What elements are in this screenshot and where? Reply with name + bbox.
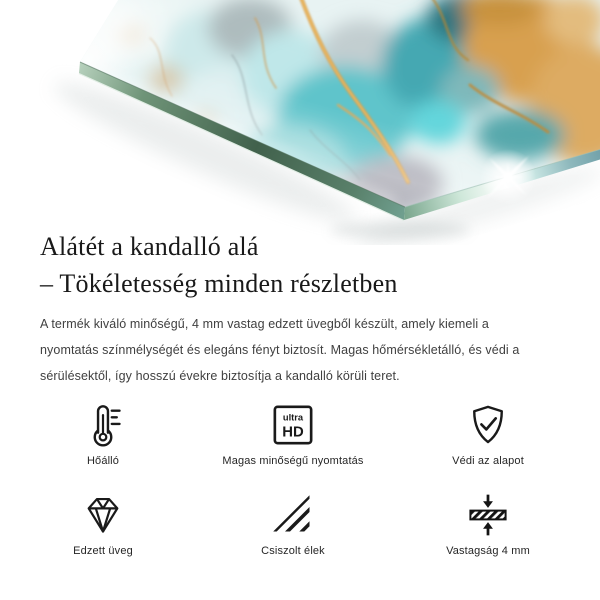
feature-tempered-glass [28,487,178,557]
feature-label: Védi az alapot [452,455,524,467]
diamond-icon [81,493,125,537]
title-line-2: – Tökéletesség minden részletben [40,269,398,298]
feature-heat-resistant [28,397,178,467]
thickness-arrows-icon [466,493,510,537]
feature-label: Vastagság 4 mm [446,545,530,557]
feature-polished-edges [178,487,408,557]
feature-base-protection [408,397,568,467]
title-line-1: Alátét a kandalló alá [40,232,259,261]
ultra-hd-text-bottom: HD [282,424,304,441]
feature-label: Magas minőségű nyomtatás [222,455,364,467]
thermometer-icon [81,403,125,447]
shield-check-icon [466,403,510,447]
feature-label: Hőálló [86,455,120,467]
feature-thickness [408,487,568,557]
polished-edges-icon [271,493,315,537]
feature-print-quality [178,397,408,467]
product-image [0,0,600,245]
feature-label: Csiszolt élek [261,545,325,557]
product-description: A termék kiváló minőségű, 4 mm vastag edzett üvegből készült, amely kiemeli a nyomtatás színmélységét és elegáns fényt biztosít. Magas hőmérsékletálló, és védi a sérülésektől, így hosszú évekre biztosítja a kandalló körüli teret. [40,317,520,383]
sparkle-icon [480,149,536,205]
feature-label: Edzett üveg [73,545,133,557]
ultra-hd-icon [271,403,315,447]
glass-panel-image [0,0,600,245]
product-details-section [0,232,600,600]
ultra-hd-text-top: ultra [282,412,304,423]
page-title [40,228,570,302]
features-grid [28,397,572,557]
